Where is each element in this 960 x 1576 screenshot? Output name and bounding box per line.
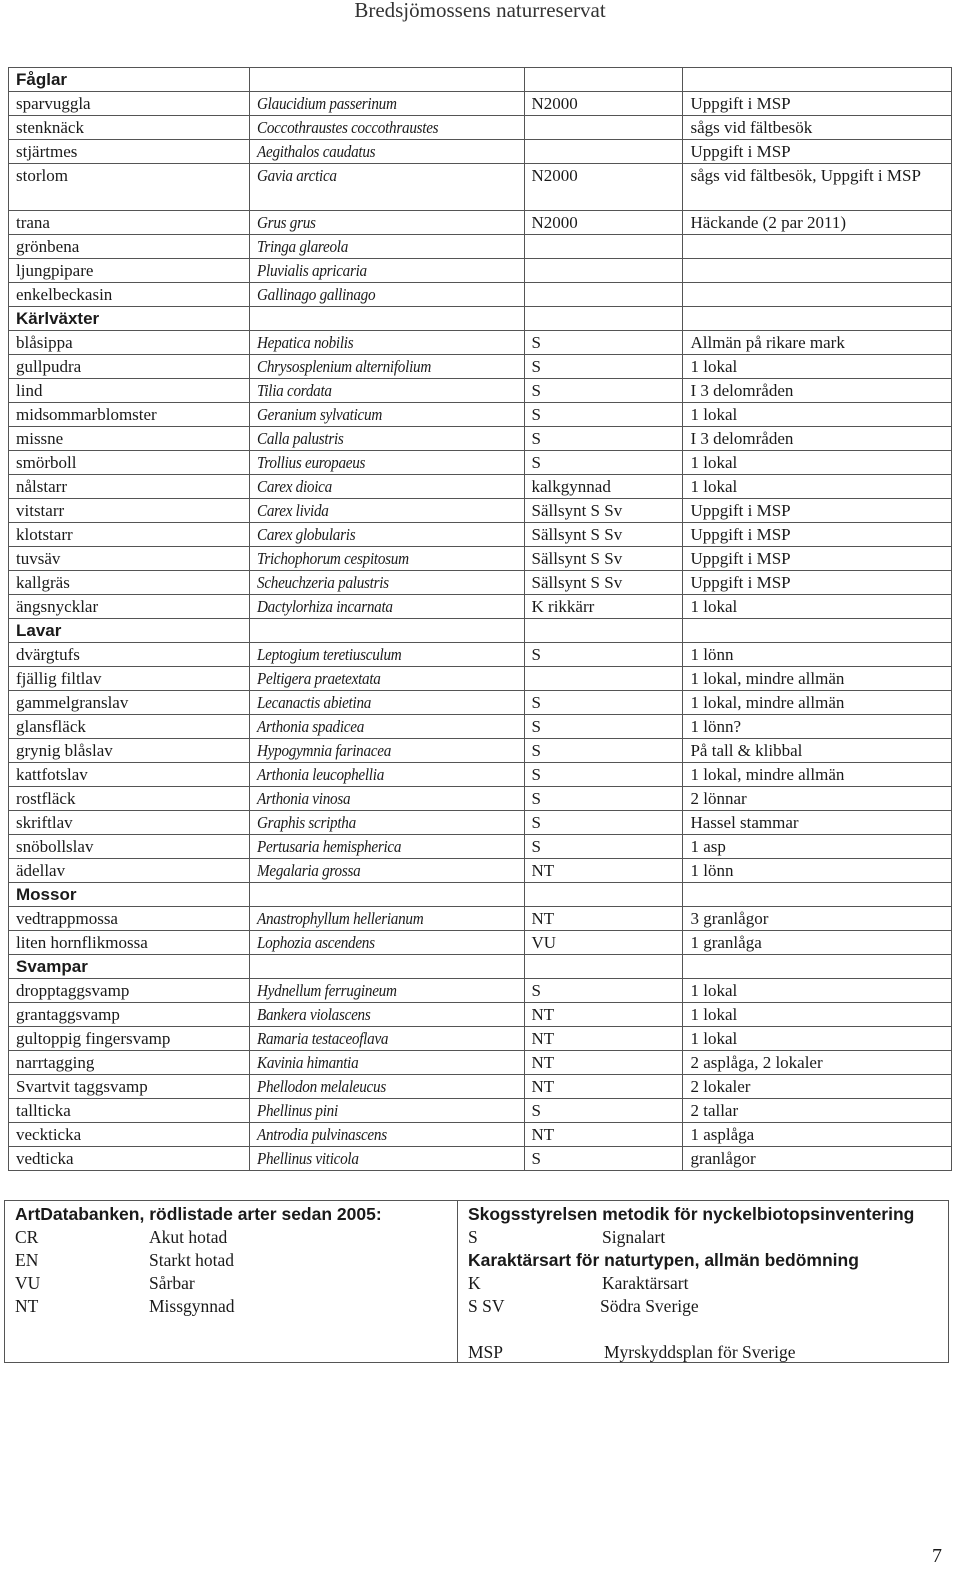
note-cell: 1 lokal bbox=[683, 355, 952, 379]
status-cell: S bbox=[524, 427, 683, 451]
note-cell: sågs vid fältbesök, Uppgift i MSP bbox=[683, 164, 952, 211]
species-row bbox=[9, 379, 952, 403]
species-row bbox=[9, 643, 952, 667]
note-cell: Hassel stammar bbox=[683, 811, 952, 835]
common-name-cell: grynig blåslav bbox=[9, 739, 250, 763]
note-cell: 1 lokal bbox=[683, 475, 952, 499]
scientific-name-cell bbox=[249, 907, 524, 931]
scientific-name-cell bbox=[249, 283, 524, 307]
category-name: Lavar bbox=[9, 619, 250, 643]
species-row bbox=[9, 715, 952, 739]
species-row bbox=[9, 907, 952, 931]
page-number: 7 bbox=[932, 1545, 942, 1567]
status-cell: S bbox=[524, 403, 683, 427]
common-name-cell: gammelgranslav bbox=[9, 691, 250, 715]
scientific-name-cell bbox=[249, 811, 524, 835]
species-row bbox=[9, 667, 952, 691]
species-row bbox=[9, 547, 952, 571]
scientific-name-cell bbox=[249, 499, 524, 523]
status-cell: NT bbox=[524, 907, 683, 931]
common-name-cell: blåsippa bbox=[9, 331, 250, 355]
category-row bbox=[9, 307, 952, 331]
note-cell bbox=[683, 259, 952, 283]
common-name-cell: dvärgtufs bbox=[9, 643, 250, 667]
note-cell: 1 lokal, mindre allmän bbox=[683, 763, 952, 787]
species-row bbox=[9, 931, 952, 955]
scientific-name-cell bbox=[249, 931, 524, 955]
species-row bbox=[9, 979, 952, 1003]
scientific-name-cell bbox=[249, 739, 524, 763]
species-row bbox=[9, 1003, 952, 1027]
note-cell: 1 lokal, mindre allmän bbox=[683, 691, 952, 715]
note-cell: 2 tallar bbox=[683, 1099, 952, 1123]
category-empty-cell bbox=[524, 883, 683, 907]
status-cell bbox=[524, 140, 683, 164]
scientific-name-cell bbox=[249, 1051, 524, 1075]
status-cell: S bbox=[524, 1147, 683, 1171]
scientific-name-cell bbox=[249, 92, 524, 116]
common-name-cell: sparvuggla bbox=[9, 92, 250, 116]
species-row bbox=[9, 1123, 952, 1147]
scientific-name-cell bbox=[249, 140, 524, 164]
scientific-name-text: Gavia arctica bbox=[256, 166, 337, 185]
common-name-cell: dropptaggsvamp bbox=[9, 979, 250, 1003]
note-cell: 1 lokal bbox=[683, 1027, 952, 1051]
common-name-cell: veckticka bbox=[9, 1123, 250, 1147]
common-name-cell: ängsnycklar bbox=[9, 595, 250, 619]
common-name-cell: skriftlav bbox=[9, 811, 250, 835]
note-cell: 1 asplåga bbox=[683, 1123, 952, 1147]
legend-desc: Akut hotad bbox=[149, 1227, 228, 1247]
status-cell: S bbox=[524, 763, 683, 787]
scientific-name-text: Dactylorhiza incarnata bbox=[256, 597, 393, 616]
category-name: Svampar bbox=[9, 955, 250, 979]
note-cell: Uppgift i MSP bbox=[683, 571, 952, 595]
scientific-name-text: Hydnellum ferrugineum bbox=[256, 981, 397, 1000]
status-cell: NT bbox=[524, 1051, 683, 1075]
common-name-cell: glansfläck bbox=[9, 715, 250, 739]
status-cell bbox=[524, 259, 683, 283]
legend-code: CR bbox=[15, 1227, 39, 1247]
scientific-name-cell bbox=[249, 1147, 524, 1171]
common-name-cell: ädellav bbox=[9, 859, 250, 883]
species-row bbox=[9, 355, 952, 379]
species-row bbox=[9, 595, 952, 619]
category-name: Mossor bbox=[9, 883, 250, 907]
scientific-name-cell bbox=[249, 211, 524, 235]
scientific-name-cell bbox=[249, 595, 524, 619]
common-name-cell: kattfotslav bbox=[9, 763, 250, 787]
scientific-name-text: Megalaria grossa bbox=[256, 861, 360, 880]
species-row bbox=[9, 499, 952, 523]
note-cell bbox=[683, 235, 952, 259]
scientific-name-text: Pluvialis apricaria bbox=[256, 261, 367, 280]
scientific-name-text: Lecanactis abietina bbox=[256, 693, 371, 712]
scientific-name-text: Hepatica nobilis bbox=[256, 333, 353, 352]
scientific-name-text: Anastrophyllum hellerianum bbox=[256, 909, 423, 928]
status-cell bbox=[524, 235, 683, 259]
scientific-name-text: Tilia cordata bbox=[256, 381, 332, 400]
scientific-name-text: Pertusaria hemispherica bbox=[256, 837, 401, 856]
category-empty-cell bbox=[249, 955, 524, 979]
species-table-body bbox=[9, 68, 952, 1171]
note-cell: Uppgift i MSP bbox=[683, 523, 952, 547]
scientific-name-cell bbox=[249, 1003, 524, 1027]
scientific-name-cell bbox=[249, 235, 524, 259]
common-name-cell: vitstarr bbox=[9, 499, 250, 523]
scientific-name-cell bbox=[249, 1099, 524, 1123]
note-cell: 2 lokaler bbox=[683, 1075, 952, 1099]
scientific-name-text: Carex globularis bbox=[256, 525, 355, 544]
note-cell: 1 lönn? bbox=[683, 715, 952, 739]
status-cell: Sällsynt S Sv bbox=[524, 499, 683, 523]
scientific-name-text: Ramaria testaceoflava bbox=[256, 1029, 388, 1048]
status-cell: Sällsynt S Sv bbox=[524, 547, 683, 571]
legend-desc: Sårbar bbox=[149, 1273, 195, 1293]
species-row bbox=[9, 235, 952, 259]
legend-code: S bbox=[468, 1227, 478, 1247]
status-cell: NT bbox=[524, 1027, 683, 1051]
scientific-name-text: Carex dioica bbox=[256, 477, 332, 496]
category-empty-cell bbox=[524, 619, 683, 643]
note-cell: 1 lokal bbox=[683, 403, 952, 427]
status-cell: S bbox=[524, 1099, 683, 1123]
scientific-name-text: Geranium sylvaticum bbox=[256, 405, 382, 424]
category-name: Kärlväxter bbox=[9, 307, 250, 331]
scientific-name-cell bbox=[249, 787, 524, 811]
species-row bbox=[9, 811, 952, 835]
species-row bbox=[9, 331, 952, 355]
scientific-name-text: Coccothraustes coccothraustes bbox=[256, 118, 438, 137]
status-cell: S bbox=[524, 643, 683, 667]
common-name-cell: Svartvit taggsvamp bbox=[9, 1075, 250, 1099]
scientific-name-cell bbox=[249, 763, 524, 787]
species-table bbox=[8, 67, 952, 1171]
scientific-name-text: Scheuchzeria palustris bbox=[256, 573, 389, 592]
status-cell: S bbox=[524, 739, 683, 763]
species-row bbox=[9, 283, 952, 307]
status-cell bbox=[524, 283, 683, 307]
species-row bbox=[9, 1147, 952, 1171]
category-empty-cell bbox=[524, 955, 683, 979]
legend-box bbox=[4, 1200, 949, 1363]
legend-code: K bbox=[468, 1273, 481, 1293]
status-cell: NT bbox=[524, 1003, 683, 1027]
legend-divider bbox=[457, 1201, 458, 1362]
status-cell bbox=[524, 116, 683, 140]
status-cell: NT bbox=[524, 859, 683, 883]
legend-code: NT bbox=[15, 1296, 39, 1316]
category-empty-cell bbox=[683, 68, 952, 92]
status-cell: S bbox=[524, 691, 683, 715]
legend-left-title: ArtDatabanken, rödlistade arter sedan 2005: bbox=[15, 1204, 382, 1224]
category-empty-cell bbox=[249, 883, 524, 907]
scientific-name-cell bbox=[249, 1123, 524, 1147]
species-row bbox=[9, 211, 952, 235]
scientific-name-text: Arthonia spadicea bbox=[256, 717, 364, 736]
legend-desc: Karaktärsart bbox=[602, 1273, 689, 1293]
scientific-name-cell bbox=[249, 164, 524, 211]
scientific-name-cell bbox=[249, 355, 524, 379]
scientific-name-cell bbox=[249, 979, 524, 1003]
status-cell: S bbox=[524, 787, 683, 811]
scientific-name-text: Aegithalos caudatus bbox=[256, 142, 375, 161]
common-name-cell: tuvsäv bbox=[9, 547, 250, 571]
category-name: Fåglar bbox=[9, 68, 250, 92]
common-name-cell: snöbollslav bbox=[9, 835, 250, 859]
species-row bbox=[9, 1099, 952, 1123]
category-empty-cell bbox=[683, 955, 952, 979]
scientific-name-text: Chrysosplenium alternifolium bbox=[256, 357, 431, 376]
status-cell: Sällsynt S Sv bbox=[524, 571, 683, 595]
species-row bbox=[9, 403, 952, 427]
scientific-name-text: Phellodon melaleucus bbox=[256, 1077, 386, 1096]
legend-desc: Södra Sverige bbox=[600, 1296, 699, 1316]
common-name-cell: tallticka bbox=[9, 1099, 250, 1123]
scientific-name-text: Bankera violascens bbox=[256, 1005, 371, 1024]
status-cell: S bbox=[524, 811, 683, 835]
note-cell: 1 granlåga bbox=[683, 931, 952, 955]
species-row bbox=[9, 739, 952, 763]
status-cell: N2000 bbox=[524, 211, 683, 235]
scientific-name-text: Kavinia himantia bbox=[256, 1053, 359, 1072]
common-name-cell: missne bbox=[9, 427, 250, 451]
species-row bbox=[9, 451, 952, 475]
common-name-cell: rostfläck bbox=[9, 787, 250, 811]
species-row bbox=[9, 763, 952, 787]
status-cell: NT bbox=[524, 1123, 683, 1147]
category-empty-cell bbox=[524, 68, 683, 92]
note-cell: 2 lönnar bbox=[683, 787, 952, 811]
legend-code: S SV bbox=[468, 1296, 505, 1316]
note-cell: Häckande (2 par 2011) bbox=[683, 211, 952, 235]
common-name-cell: narrtagging bbox=[9, 1051, 250, 1075]
common-name-cell: smörboll bbox=[9, 451, 250, 475]
note-cell: 3 granlågor bbox=[683, 907, 952, 931]
common-name-cell: storlom bbox=[9, 164, 250, 211]
scientific-name-cell bbox=[249, 547, 524, 571]
scientific-name-cell bbox=[249, 403, 524, 427]
common-name-cell: lind bbox=[9, 379, 250, 403]
scientific-name-text: Antrodia pulvinascens bbox=[256, 1125, 387, 1144]
status-cell: Sällsynt S Sv bbox=[524, 523, 683, 547]
note-cell: granlågor bbox=[683, 1147, 952, 1171]
note-cell: Uppgift i MSP bbox=[683, 92, 952, 116]
category-empty-cell bbox=[249, 68, 524, 92]
scientific-name-text: Phellinus viticola bbox=[256, 1149, 359, 1168]
legend-desc: Myrskyddsplan för Sverige bbox=[604, 1342, 796, 1362]
status-cell: N2000 bbox=[524, 164, 683, 211]
common-name-cell: grönbena bbox=[9, 235, 250, 259]
legend-code: EN bbox=[15, 1250, 39, 1270]
scientific-name-text: Glaucidium passerinum bbox=[256, 94, 397, 113]
common-name-cell: fjällig filtlav bbox=[9, 667, 250, 691]
legend-desc: Signalart bbox=[602, 1227, 666, 1247]
note-cell: 1 lokal bbox=[683, 451, 952, 475]
status-cell: NT bbox=[524, 1075, 683, 1099]
scientific-name-cell bbox=[249, 259, 524, 283]
species-row bbox=[9, 164, 952, 211]
species-row bbox=[9, 1051, 952, 1075]
category-row bbox=[9, 619, 952, 643]
common-name-cell: stenknäck bbox=[9, 116, 250, 140]
common-name-cell: gullpudra bbox=[9, 355, 250, 379]
species-row bbox=[9, 140, 952, 164]
scientific-name-text: Calla palustris bbox=[256, 429, 344, 448]
scientific-name-text: Arthonia leucophellia bbox=[256, 765, 384, 784]
note-cell: Uppgift i MSP bbox=[683, 140, 952, 164]
note-cell: 2 asplåga, 2 lokaler bbox=[683, 1051, 952, 1075]
status-cell: K rikkärr bbox=[524, 595, 683, 619]
common-name-cell: vedticka bbox=[9, 1147, 250, 1171]
note-cell bbox=[683, 283, 952, 307]
note-cell: På tall & klibbal bbox=[683, 739, 952, 763]
species-row bbox=[9, 1075, 952, 1099]
scientific-name-text: Peltigera praetextata bbox=[256, 669, 381, 688]
status-cell: S bbox=[524, 379, 683, 403]
legend-code: MSP bbox=[468, 1342, 504, 1362]
legend-right-subtitle: Karaktärsart för naturtypen, allmän bedömning bbox=[468, 1250, 859, 1270]
note-cell: 1 asp bbox=[683, 835, 952, 859]
legend-code: VU bbox=[15, 1273, 41, 1293]
common-name-cell: gultoppig fingersvamp bbox=[9, 1027, 250, 1051]
common-name-cell: midsommarblomster bbox=[9, 403, 250, 427]
common-name-cell: stjärtmes bbox=[9, 140, 250, 164]
common-name-cell: nålstarr bbox=[9, 475, 250, 499]
scientific-name-text: Tringa glareola bbox=[256, 237, 348, 256]
scientific-name-text: Carex livida bbox=[256, 501, 329, 520]
scientific-name-cell bbox=[249, 1075, 524, 1099]
species-row bbox=[9, 1027, 952, 1051]
note-cell: 1 lokal bbox=[683, 1003, 952, 1027]
note-cell: sågs vid fältbesök bbox=[683, 116, 952, 140]
common-name-cell: vedtrappmossa bbox=[9, 907, 250, 931]
status-cell: N2000 bbox=[524, 92, 683, 116]
species-row bbox=[9, 835, 952, 859]
note-cell: Allmän på rikare mark bbox=[683, 331, 952, 355]
scientific-name-cell bbox=[249, 835, 524, 859]
species-row bbox=[9, 427, 952, 451]
legend-desc: Starkt hotad bbox=[149, 1250, 235, 1270]
scientific-name-cell bbox=[249, 116, 524, 140]
common-name-cell: trana bbox=[9, 211, 250, 235]
status-cell: S bbox=[524, 715, 683, 739]
note-cell: Uppgift i MSP bbox=[683, 547, 952, 571]
species-row bbox=[9, 859, 952, 883]
status-cell: S bbox=[524, 355, 683, 379]
species-row bbox=[9, 787, 952, 811]
common-name-cell: ljungpipare bbox=[9, 259, 250, 283]
note-cell: 1 lokal bbox=[683, 595, 952, 619]
scientific-name-cell bbox=[249, 523, 524, 547]
species-row bbox=[9, 259, 952, 283]
category-empty-cell bbox=[249, 619, 524, 643]
scientific-name-cell bbox=[249, 379, 524, 403]
scientific-name-text: Graphis scriptha bbox=[256, 813, 356, 832]
legend-desc: Missgynnad bbox=[149, 1296, 235, 1316]
status-cell: VU bbox=[524, 931, 683, 955]
scientific-name-text: Leptogium teretiusculum bbox=[256, 645, 402, 664]
status-cell: S bbox=[524, 979, 683, 1003]
status-cell: S bbox=[524, 835, 683, 859]
scientific-name-cell bbox=[249, 667, 524, 691]
scientific-name-text: Phellinus pini bbox=[256, 1101, 338, 1120]
scientific-name-cell bbox=[249, 475, 524, 499]
note-cell: Uppgift i MSP bbox=[683, 499, 952, 523]
scientific-name-cell bbox=[249, 331, 524, 355]
scientific-name-cell bbox=[249, 715, 524, 739]
common-name-cell: grantaggsvamp bbox=[9, 1003, 250, 1027]
category-empty-cell bbox=[249, 307, 524, 331]
status-cell: kalkgynnad bbox=[524, 475, 683, 499]
status-cell bbox=[524, 667, 683, 691]
note-cell: 1 lönn bbox=[683, 859, 952, 883]
note-cell: I 3 delområden bbox=[683, 379, 952, 403]
category-row bbox=[9, 955, 952, 979]
scientific-name-text: Arthonia vinosa bbox=[256, 789, 350, 808]
species-row bbox=[9, 92, 952, 116]
species-row bbox=[9, 691, 952, 715]
scientific-name-text: Grus grus bbox=[256, 213, 316, 232]
species-row bbox=[9, 475, 952, 499]
species-row bbox=[9, 571, 952, 595]
scientific-name-cell bbox=[249, 571, 524, 595]
category-empty-cell bbox=[683, 883, 952, 907]
scientific-name-text: Hypogymnia farinacea bbox=[256, 741, 391, 760]
note-cell: 1 lokal bbox=[683, 979, 952, 1003]
legend-right-title: Skogsstyrelsen metodik för nyckelbiotopsinventering bbox=[468, 1204, 915, 1224]
category-empty-cell bbox=[524, 307, 683, 331]
scientific-name-text: Lophozia ascendens bbox=[256, 933, 375, 952]
scientific-name-cell bbox=[249, 451, 524, 475]
scientific-name-cell bbox=[249, 859, 524, 883]
category-row bbox=[9, 883, 952, 907]
scientific-name-text: Gallinago gallinago bbox=[256, 285, 375, 304]
note-cell: I 3 delområden bbox=[683, 427, 952, 451]
category-row bbox=[9, 68, 952, 92]
common-name-cell: kallgräs bbox=[9, 571, 250, 595]
note-cell: 1 lokal, mindre allmän bbox=[683, 667, 952, 691]
category-empty-cell bbox=[683, 619, 952, 643]
scientific-name-text: Trollius europaeus bbox=[256, 453, 365, 472]
status-cell: S bbox=[524, 331, 683, 355]
status-cell: S bbox=[524, 451, 683, 475]
common-name-cell: enkelbeckasin bbox=[9, 283, 250, 307]
scientific-name-cell bbox=[249, 427, 524, 451]
category-empty-cell bbox=[683, 307, 952, 331]
species-row bbox=[9, 523, 952, 547]
species-row bbox=[9, 116, 952, 140]
scientific-name-text: Trichophorum cespitosum bbox=[256, 549, 409, 568]
scientific-name-cell bbox=[249, 643, 524, 667]
note-cell: 1 lönn bbox=[683, 643, 952, 667]
scientific-name-cell bbox=[249, 691, 524, 715]
common-name-cell: klotstarr bbox=[9, 523, 250, 547]
scientific-name-cell bbox=[249, 1027, 524, 1051]
page-header-title: Bredsjömossens naturreservat bbox=[354, 0, 606, 22]
common-name-cell: liten hornflikmossa bbox=[9, 931, 250, 955]
